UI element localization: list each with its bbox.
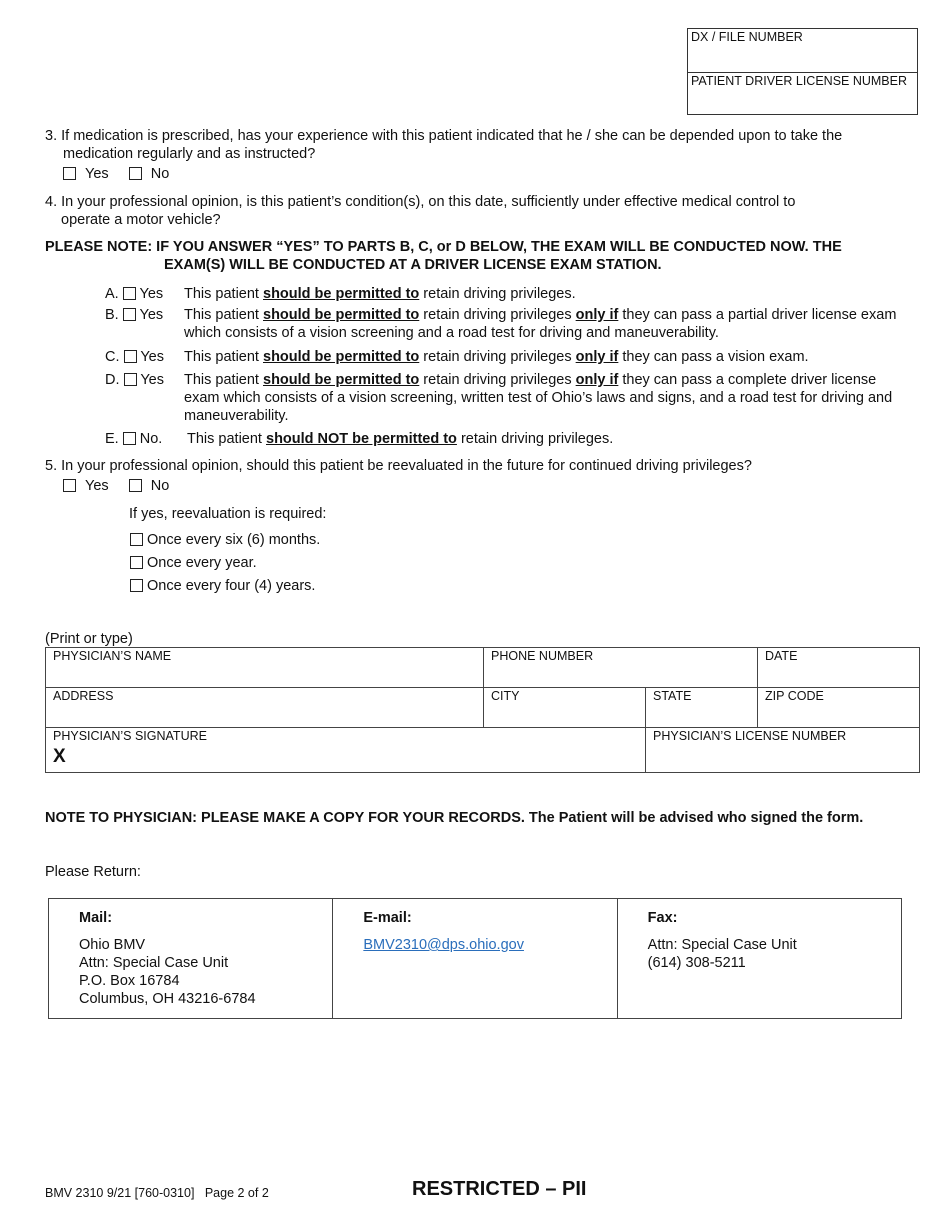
fax-line: Attn: Special Case Unit: [647, 937, 797, 953]
dx-file-number-field[interactable]: [688, 29, 917, 72]
restricted-pii-label: RESTRICTED – PII: [412, 1178, 587, 1200]
option-c-answer: Yes: [140, 349, 164, 365]
option-d-checkbox[interactable]: [124, 373, 137, 386]
phone-number-field[interactable]: [484, 648, 758, 688]
state-field[interactable]: [646, 688, 758, 728]
city-label: CITY: [491, 689, 520, 703]
option-b-letter: B.: [105, 307, 119, 323]
reeval-six-months-checkbox[interactable]: [130, 533, 143, 546]
physician-name-label: PHYSICIAN’S NAME: [53, 649, 172, 663]
phone-number-label: PHONE NUMBER: [491, 649, 594, 663]
physician-signature-label: PHYSICIAN’S SIGNATURE: [53, 729, 207, 743]
question-4: [45, 193, 925, 229]
return-mail-cell: [49, 899, 333, 1019]
question-3-line2: medication regularly and as instructed?: [63, 146, 316, 162]
address-label: ADDRESS: [53, 689, 114, 703]
reeval-year-checkbox[interactable]: [130, 556, 143, 569]
patient-license-number-field[interactable]: [688, 72, 917, 115]
q5-no-checkbox[interactable]: [129, 479, 142, 492]
q3-yes-label: Yes: [85, 166, 109, 182]
email-link[interactable]: BMV2310@dps.ohio.gov: [363, 937, 524, 953]
physician-license-number-field[interactable]: [646, 728, 920, 773]
option-c-letter: C.: [105, 349, 120, 365]
option-e-letter: E.: [105, 431, 119, 447]
return-fax-cell: [617, 899, 901, 1019]
question-3-answers: [63, 165, 169, 183]
return-email-cell: [333, 899, 617, 1019]
zip-code-field[interactable]: [758, 688, 920, 728]
option-a-checkbox[interactable]: [123, 287, 136, 300]
please-return-label: Please Return:: [45, 864, 141, 880]
please-note-line1: PLEASE NOTE: IF YOU ANSWER “YES” TO PARTS B, C, or D BELOW, THE EXAM WILL BE CONDUCTED NOW. THE: [45, 239, 842, 255]
fax-heading: Fax:: [647, 910, 678, 926]
option-a-answer: Yes: [139, 286, 164, 302]
city-field[interactable]: [484, 688, 646, 728]
reevaluation-label: If yes, reevaluation is required:: [129, 506, 327, 522]
mail-line: Columbus, OH 43216-6784: [79, 991, 256, 1007]
note-to-physician: NOTE TO PHYSICIAN: PLEASE MAKE A COPY FOR YOUR RECORDS. The Patient will be advised who signed the form.: [45, 810, 864, 826]
please-note: [45, 238, 925, 274]
option-d-letter: D.: [105, 372, 120, 388]
reeval-four-years-checkbox[interactable]: [130, 579, 143, 592]
mail-line: Ohio BMV: [79, 937, 146, 953]
mail-heading: Mail:: [79, 910, 113, 926]
option-b-text: This patient should be permitted to retain driving privileges only if they can pass a partial driver license exam which consists of a vision screening and a road test for driving and maneuverability.: [184, 307, 897, 341]
print-or-type-label: (Print or type): [45, 631, 133, 647]
q3-no-label: No: [150, 166, 170, 182]
patient-license-number-label: PATIENT DRIVER LICENSE NUMBER: [691, 74, 908, 88]
physician-signature-field[interactable]: [46, 728, 646, 773]
address-field[interactable]: [46, 688, 484, 728]
zip-code-label: ZIP CODE: [765, 689, 824, 703]
signature-x-mark: X: [53, 746, 66, 767]
reeval-choice-year: [130, 554, 257, 572]
option-b-checkbox[interactable]: [123, 308, 136, 321]
dx-file-number-label: DX / FILE NUMBER: [691, 30, 803, 44]
physician-license-number-label: PHYSICIAN’S LICENSE NUMBER: [653, 729, 847, 743]
physician-info-table: [45, 647, 920, 773]
q3-yes-checkbox[interactable]: [63, 167, 76, 180]
question-4-line2: operate a motor vehicle?: [61, 212, 221, 228]
reeval-year-label: Once every year.: [147, 555, 257, 571]
physician-name-field[interactable]: [46, 648, 484, 688]
q3-no-checkbox[interactable]: [129, 167, 142, 180]
q5-yes-label: Yes: [85, 478, 109, 494]
fax-line: (614) 308-5211: [647, 955, 746, 971]
date-field[interactable]: [758, 648, 920, 688]
reeval-choice-six-months: [130, 531, 320, 549]
date-label: DATE: [765, 649, 798, 663]
option-a-letter: A.: [105, 286, 119, 302]
state-label: STATE: [653, 689, 692, 703]
option-d-text: This patient should be permitted to retain driving privileges only if they can pass a complete driver license exam which consists of a vision screening, written test of Ohio’s laws and signs, and a road test for driving and maneuverability.: [184, 372, 893, 424]
please-note-line2: EXAM(S) WILL BE CONDUCTED AT A DRIVER LICENSE EXAM STATION.: [164, 257, 662, 273]
option-a-text: This patient should be permitted to retain driving privileges.: [184, 286, 576, 302]
reeval-choice-four-years: [130, 577, 315, 595]
email-heading: E-mail:: [363, 910, 412, 926]
option-b-answer: Yes: [139, 307, 164, 323]
id-box: [687, 28, 918, 115]
option-c-text: This patient should be permitted to retain driving privileges only if they can pass a vision exam.: [184, 349, 809, 365]
q5-yes-checkbox[interactable]: [63, 479, 76, 492]
form-id-footer: BMV 2310 9/21 [760-0310] Page 2 of 2: [45, 1186, 269, 1200]
option-e-checkbox[interactable]: [123, 432, 136, 445]
question-4-line1: 4. In your professional opinion, is this patient’s condition(s), on this date, sufficiently under effective medical control to: [45, 194, 796, 210]
option-c-checkbox[interactable]: [124, 350, 137, 363]
option-e-text: This patient should NOT be permitted to retain driving privileges.: [187, 431, 614, 447]
question-5-answers: [63, 477, 169, 495]
return-options-table: [48, 898, 902, 1019]
option-d-answer: Yes: [140, 372, 164, 388]
reeval-six-months-label: Once every six (6) months.: [147, 532, 321, 548]
question-5: 5. In your professional opinion, should this patient be reevaluated in the future for continued driving privileges?: [45, 458, 752, 474]
option-e-answer: No.: [139, 431, 163, 447]
q5-no-label: No: [150, 478, 170, 494]
mail-line: P.O. Box 16784: [79, 973, 180, 989]
question-3: [45, 127, 925, 163]
reeval-four-years-label: Once every four (4) years.: [147, 578, 316, 594]
question-3-line1: 3. If medication is prescribed, has your experience with this patient indicated that he / she can be depended upon to take the: [45, 128, 843, 144]
mail-line: Attn: Special Case Unit: [79, 955, 229, 971]
